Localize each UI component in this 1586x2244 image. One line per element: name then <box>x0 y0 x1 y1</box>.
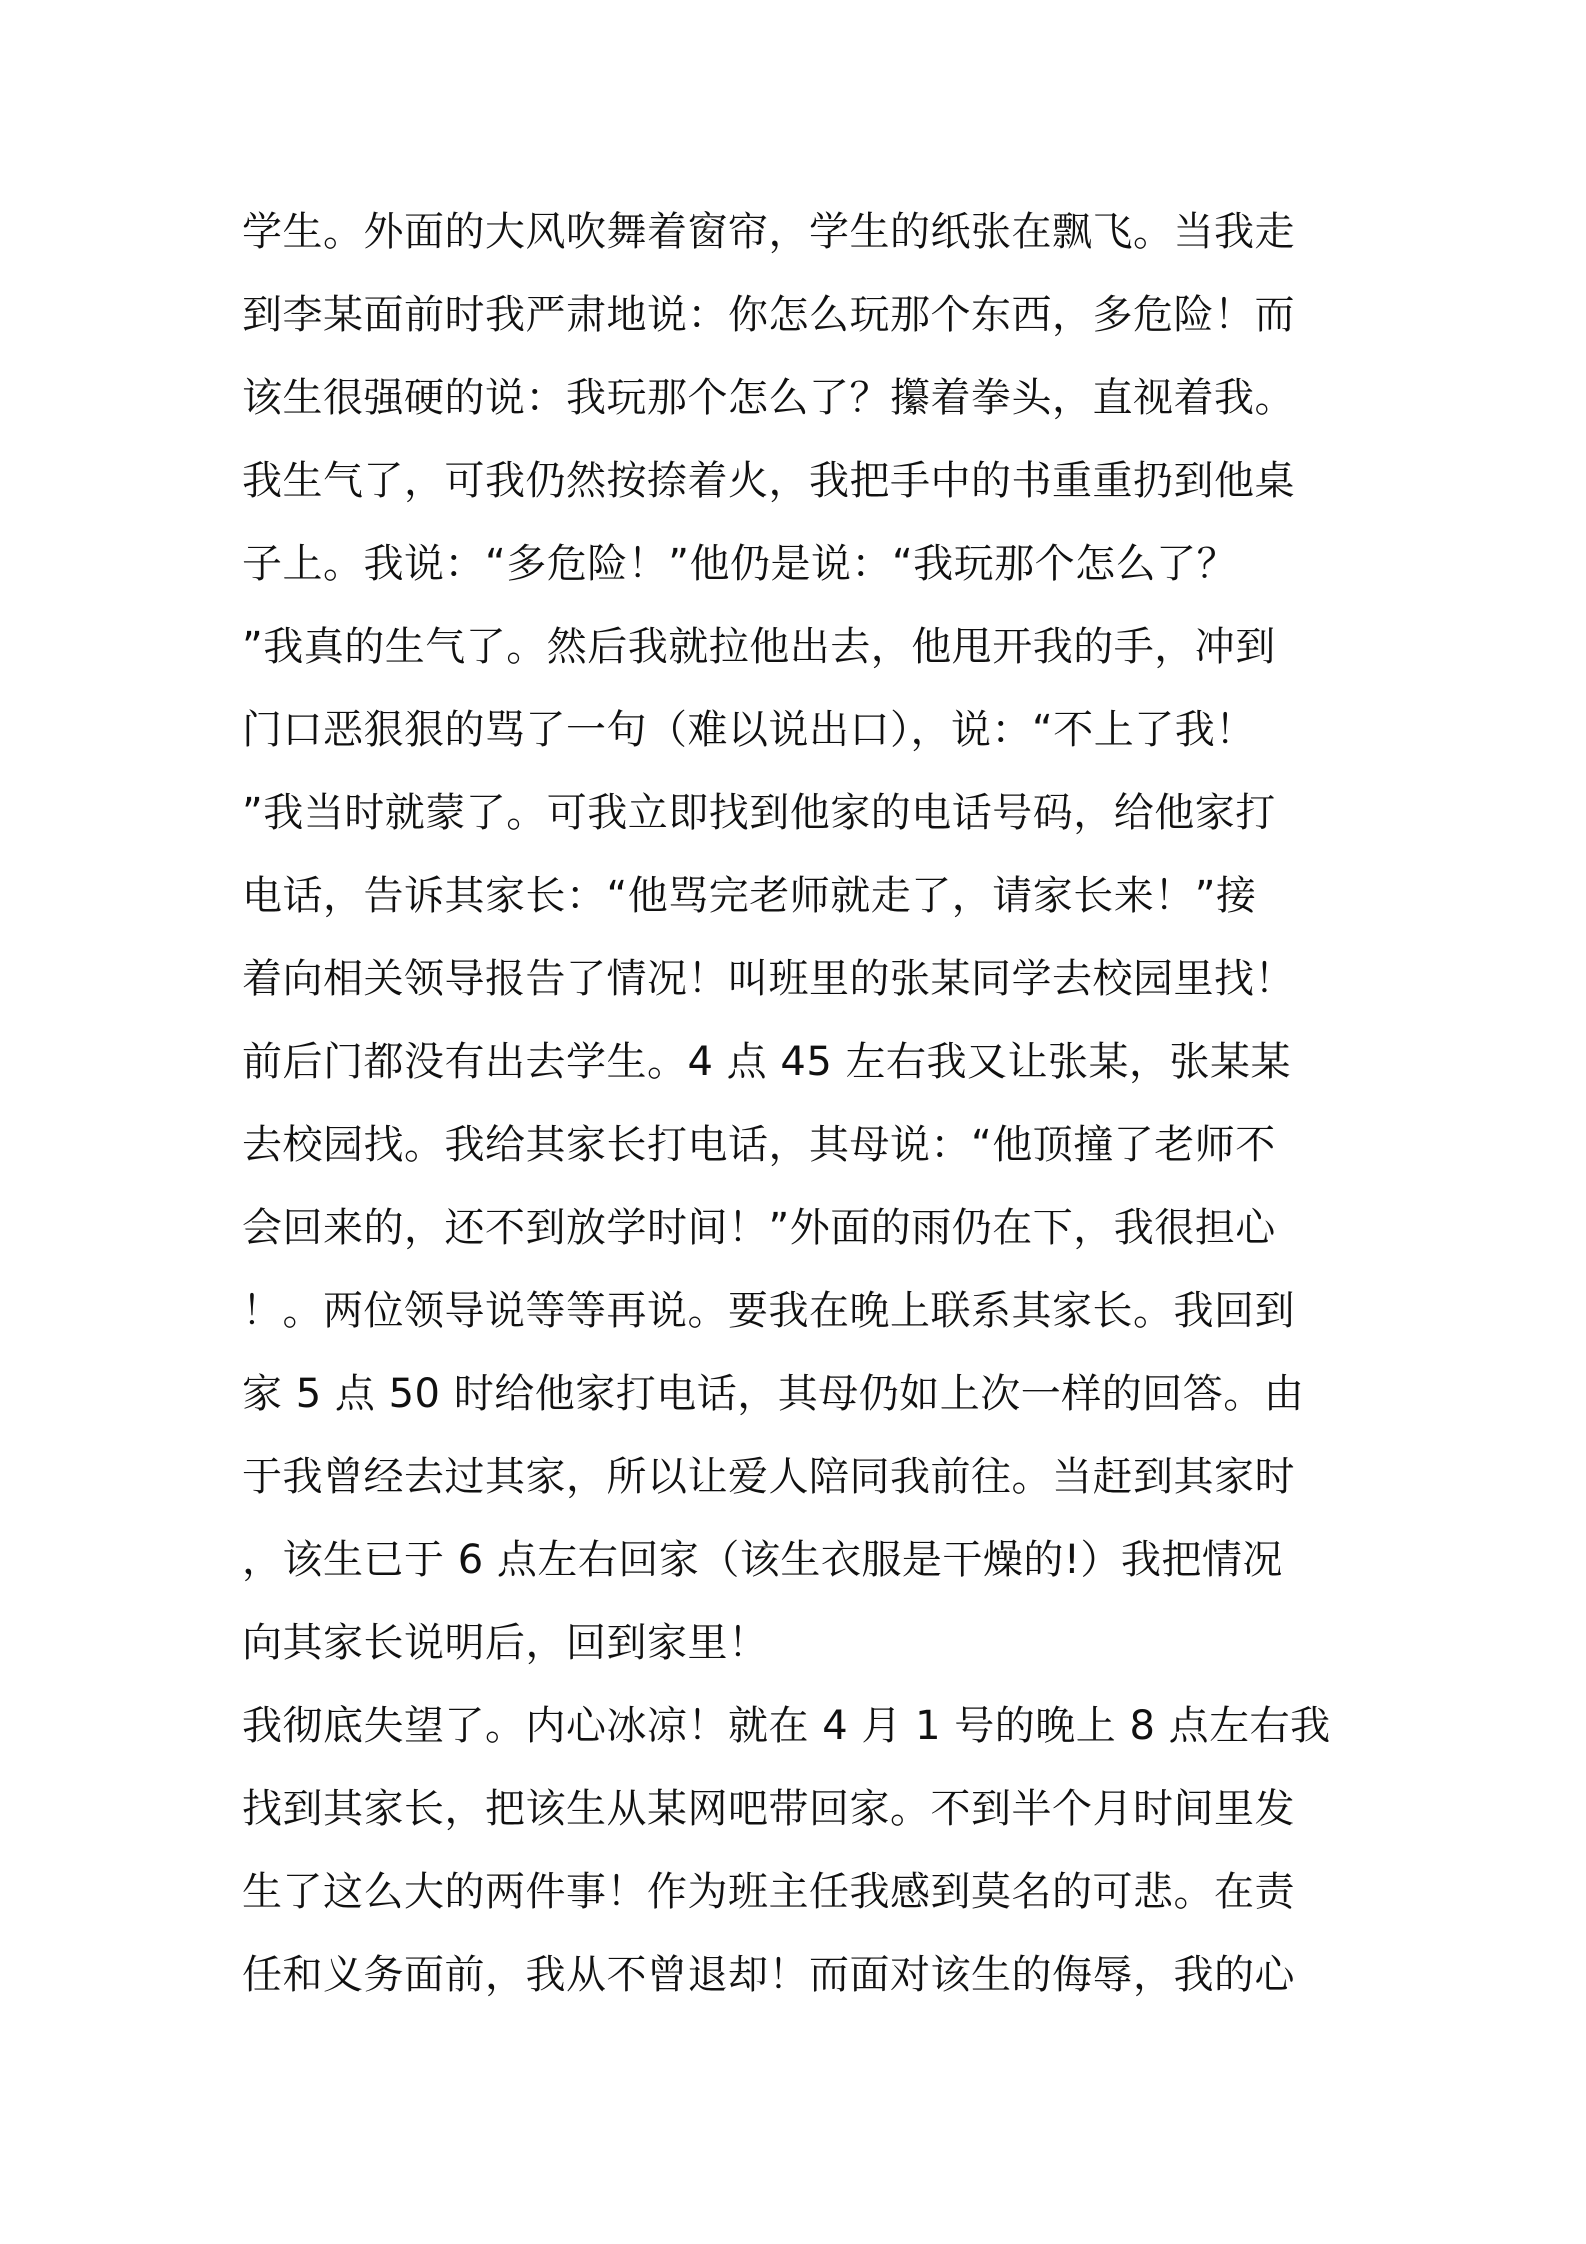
text-line: 生了这么大的两件事！作为班主任我感到莫名的可悲。在责 <box>242 1869 1295 1915</box>
text-line: ！。两位领导说等等再说。要我在晚上联系其家长。我回到 <box>242 1288 1295 1334</box>
text-line: 任和义务面前，我从不曾退却！而面对该生的侮辱，我的心 <box>242 1952 1295 1998</box>
text-line: 家 5 点 50 时给他家打电话，其母仍如上次一样的回答。由 <box>242 1371 1305 1417</box>
text-line: 子上。我说：“多危险！”他仍是说：“我玩那个怎么了？ <box>242 541 1238 587</box>
text-line: 学生。外面的大风吹舞着窗帘，学生的纸张在飘飞。当我走 <box>242 209 1295 255</box>
text-line: 该生很强硬的说：我玩那个怎么了？攥着拳头，直视着我。 <box>242 375 1295 421</box>
body-text <box>242 191 1362 2017</box>
text-line: ，该生已于 6 点左右回家（该生衣服是干燥的!）我把情况 <box>242 1537 1283 1583</box>
text-line: 会回来的，还不到放学时间！”外面的雨仍在下，我很担心 <box>242 1205 1276 1251</box>
text-line: 我彻底失望了。内心冰凉！就在 4 月 1 号的晚上 8 点左右我 <box>242 1703 1331 1749</box>
text-line: 向其家长说明后，回到家里！ <box>242 1620 769 1666</box>
text-line: ”我真的生气了。然后我就拉他出去，他甩开我的手，冲到 <box>242 624 1276 670</box>
text-line: 前后门都没有出去学生。4 点 45 左右我又让张某，张某某 <box>242 1039 1291 1085</box>
text-line: 电话，告诉其家长：“他骂完老师就走了，请家长来！”接 <box>242 873 1257 919</box>
text-line: 门口恶狠狠的骂了一句（难以说出口），说：“不上了我！ <box>242 707 1256 753</box>
text-line: 找到其家长，把该生从某网吧带回家。不到半个月时间里发 <box>242 1786 1295 1832</box>
text-line: 去校园找。我给其家长打电话，其母说：“他顶撞了老师不 <box>242 1122 1276 1168</box>
text-line: ”我当时就蒙了。可我立即找到他家的电话号码，给他家打 <box>242 790 1276 836</box>
text-line: 我生气了，可我仍然按捺着火，我把手中的书重重扔到他桌 <box>242 458 1295 504</box>
text-line: 到李某面前时我严肃地说：你怎么玩那个东西，多危险！而 <box>242 292 1295 338</box>
text-line: 着向相关领导报告了情况！叫班里的张某同学去校园里找！ <box>242 956 1295 1002</box>
text-line: 于我曾经去过其家，所以让爱人陪同我前往。当赶到其家时 <box>242 1454 1295 1500</box>
